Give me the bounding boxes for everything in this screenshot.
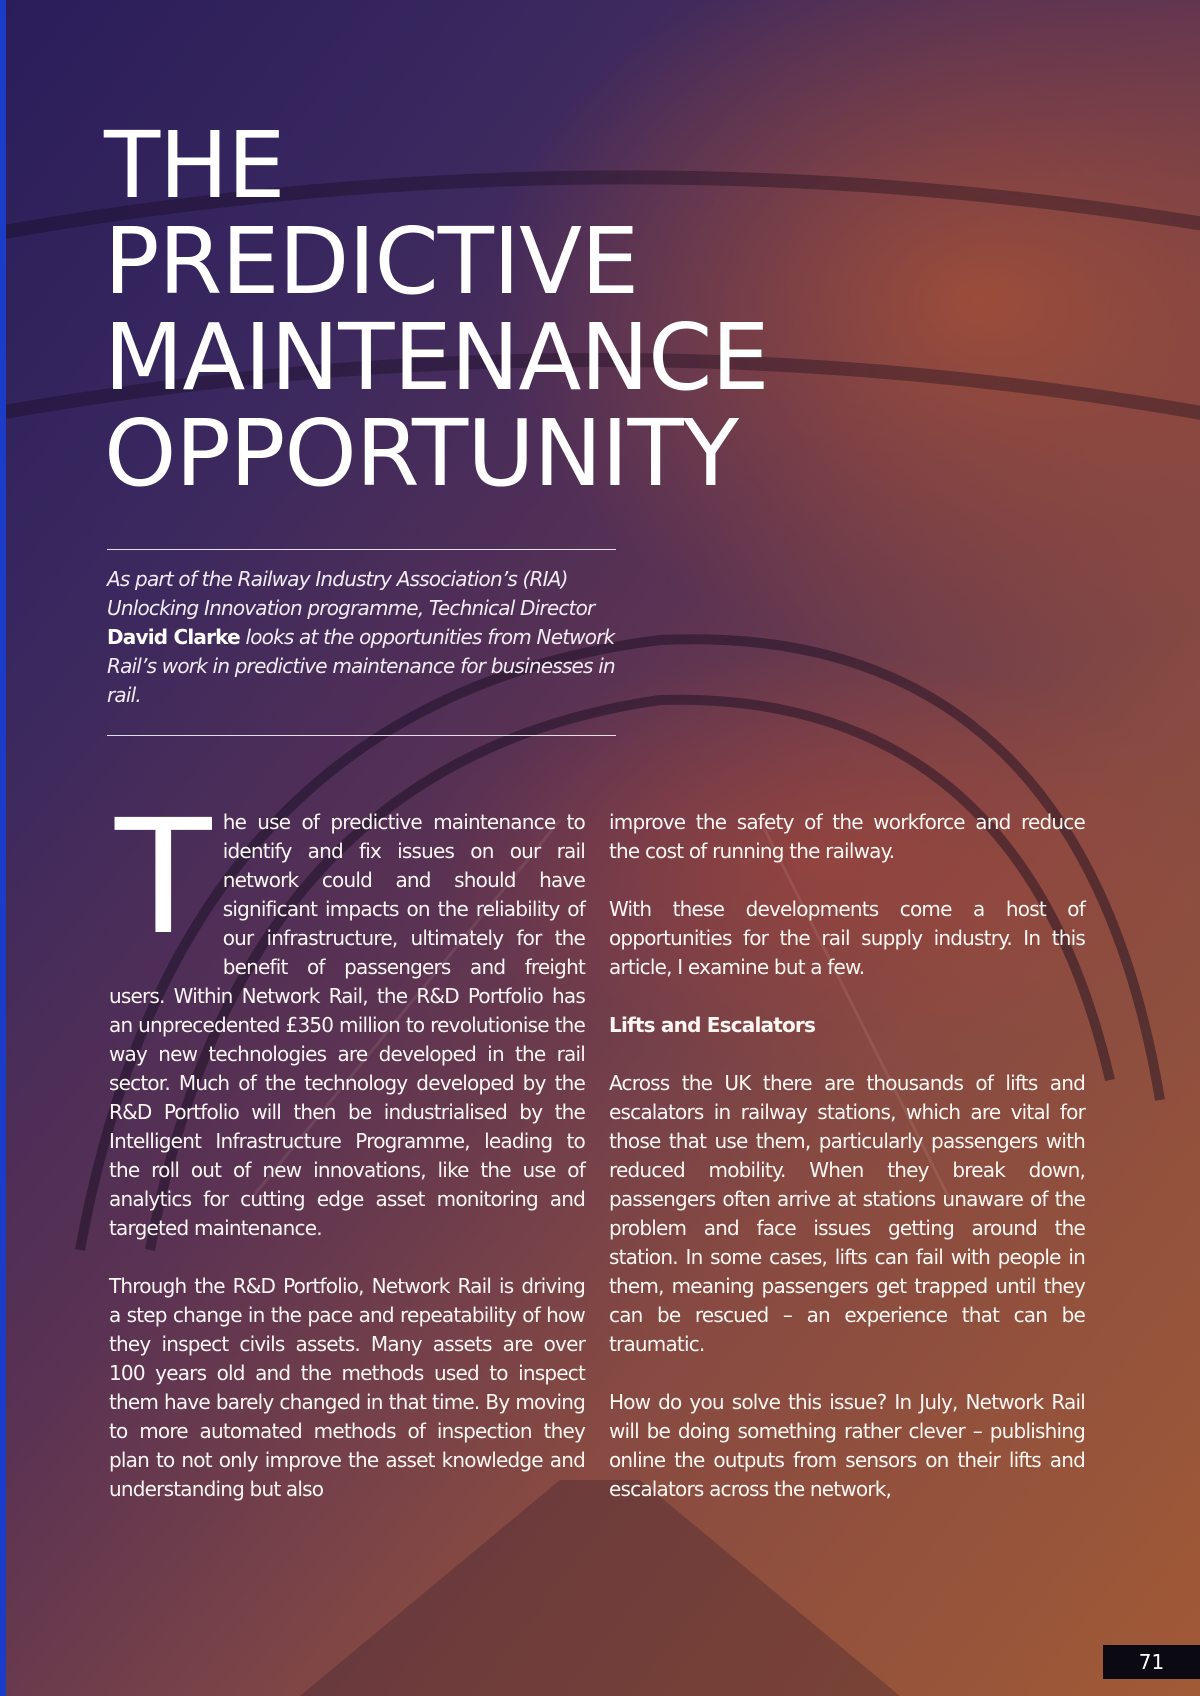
body-column-left xyxy=(109,786,585,1533)
body-paragraph: How do you solve this issue? In July, Network Rail will be doing something rather clever – publishing online the outputs from sensors on their lifts and escalators across the network, xyxy=(609,1390,1085,1501)
drop-cap: T xyxy=(115,786,211,970)
standfirst-intro: As part of the Railway Industry Association’s (RIA) Unlocking Innovation programme, Technical Director xyxy=(107,567,595,620)
standfirst-outro: looks at the opportunities from Network Rail’s work in predictive maintenance for businesses in rail. xyxy=(107,625,615,707)
body-paragraph: Through the R&D Portfolio, Network Rail is driving a step change in the pace and repeatability of how they inspect civils assets. Many assets are over 100 years old and the methods used to inspect them have barely changed in that time. By moving to more automated methods of inspection they plan to not only improve the asset knowledge and understanding but also xyxy=(109,1274,585,1501)
headline-line: THE xyxy=(104,112,285,219)
body-paragraph-text: he use of predictive maintenance to identify and fix issues on our rail network could and should have significant impacts on the reliability of our infrastructure, ultimately for the benefit of passengers and freight users. Within Network Rail, the R&D Portfolio has an unprecedented £350 million to revolutionise the way new technologies are developed in the rail sector. Much of the technology developed by the R&D Portfolio will then be industrialised by the Intelligent Infrastructure Programme, leading to the roll out of new innovations, like the use of analytics for cutting edge asset monitoring and targeted maintenance. xyxy=(109,810,585,1240)
edge-accent-bar xyxy=(0,0,6,1696)
body-paragraph: Across the UK there are thousands of lifts and escalators in railway stations, which are vital for those that use them, particularly passengers with reduced mobility. When they break down, passengers often arrive at stations unaware of the problem and face issues getting around the station. In some cases, lifts can fail with people in them, meaning passengers get trapped until they can be rescued – an experience that can be traumatic. xyxy=(609,1071,1085,1356)
standfirst-top-rule xyxy=(107,549,616,550)
article-headline xyxy=(104,112,769,507)
headline-line: PREDICTIVE xyxy=(104,208,639,315)
author-name: David Clarke xyxy=(107,625,240,649)
body-paragraph: improve the safety of the workforce and reduce the cost of running the railway. xyxy=(609,810,1085,863)
page-number: 71 xyxy=(1103,1645,1200,1679)
headline-line: MAINTENANCE xyxy=(104,304,769,411)
body-column-right xyxy=(609,808,1085,1533)
standfirst xyxy=(107,565,627,710)
section-subheading: Lifts and Escalators xyxy=(609,1013,816,1037)
headline-line: OPPORTUNITY xyxy=(104,400,738,507)
body-paragraph xyxy=(109,786,585,1243)
standfirst-bottom-rule xyxy=(107,735,616,736)
body-paragraph: With these developments come a host of opportunities for the rail supply industry. In this article, I examine but a few. xyxy=(609,897,1085,979)
